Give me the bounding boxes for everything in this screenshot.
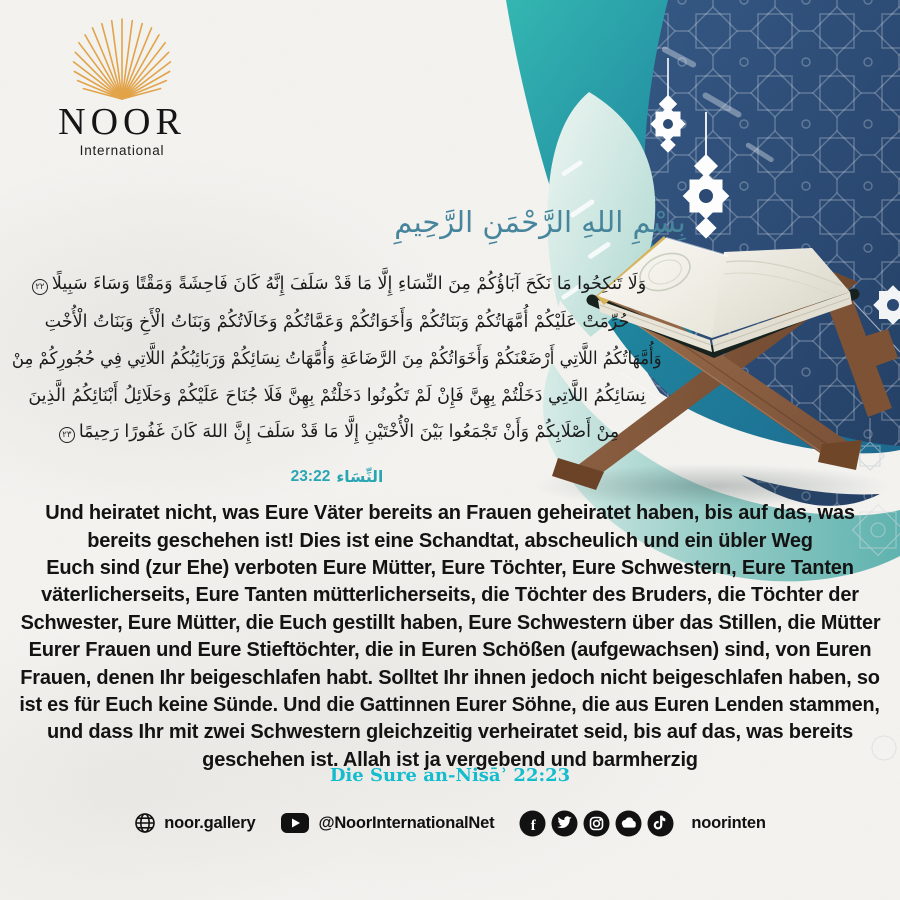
translation-citation: Die Sure an-Nisāʾ 22:23 [329,764,571,786]
quran-verse-block [12,266,662,451]
website-label: noor.gallery [164,813,256,832]
translation-line: und dass Ihr mit zwei Schwestern gleichzeitig verheiratet seid, bis auf das, was bereits [47,721,853,744]
facebook-icon[interactable] [519,810,546,837]
twitter-icon[interactable] [551,810,578,837]
translation-line: väterlicherseits, Eure Tanten mütterlicherseits, die Töchter des Bruders, die Töchter der [41,584,859,607]
translation-line: Und heiratet nicht, was Eure Väter bereits an Frauen geheiratet haben, bis auf das, was [45,502,855,525]
website-link[interactable] [134,812,255,834]
snapchat-icon[interactable] [615,810,642,837]
logo-rays-icon [38,16,206,100]
ayah-marker: ٢٣ [59,427,75,443]
translation-line: ist es für Euch keine Sünde. Und die Gattinnen Eurer Söhne, die aus Euren Lenden stammen, [19,693,881,716]
globe-icon [134,812,156,834]
quran-verse-line: نِسَائِكُمُ اللَّاتِي دَخَلْتُمْ بِهِنَّ فَإِنْ لَمْ تَكُونُوا دَخَلْتُمْ بِهِنَّ فَلَا جُنَاحَ عَلَيْكُمْ وَحَلَائِلُ أَبْنَائِكُمُ الَّذِينَ [28,385,646,406]
svg-text:f: f [531,817,537,834]
translation-line: Euch sind (zur Ehe) verboten Eure Mütter, Eure Töchter, Eure Schwestern, Eure Tanten [46,556,854,579]
tiktok-icon[interactable] [647,810,674,837]
translation-line: Schwester, Eure Mütter, die Euch gestillt haben, Eure Schwestern über das Stillen, die Mütter [20,611,880,634]
brand-tagline: International [79,143,165,158]
verse-reference [12,464,662,490]
translation-line: geschehen ist. Allah ist ja vergebend und barmherzig [202,748,698,771]
quran-verse-line: مِنْ أَصْلَابِكُمْ وَأَنْ تَجْمَعُوا بَيْنَ الْأُخْتَيْنِ إِلَّا مَا قَدْ سَلَفَ إِنَّ اللهَ كَانَ غَفُورًا رَحِيمًا٢٣ [12,414,662,451]
translation-block [20,500,880,774]
footer [0,804,900,842]
translation-line: Frauen, denen Ihr beigeschlafen habt. Solltet Ihr ihnen jedoch nicht beigeschlafen haben, so [20,666,880,689]
social-handle-label[interactable]: noorinten [691,813,766,832]
youtube-icon [280,812,310,834]
ayah-marker: ٢٢ [32,279,48,295]
translation-line: Eurer Frauen und Eure Stieftöchter, die in Euren Schößen (aufgewachsen) sind, von Euren [28,639,872,662]
quran-verse-line: وَلَا تَنكِحُوا مَا نَكَحَ آبَاؤُكُمْ مِنَ النِّسَاءِ إِلَّا مَا قَدْ سَلَفَ إِنَّهُ كَانَ فَاحِشَةً وَمَقْتًا وَسَاءَ سَبِيلًا٢٢ [12,266,662,303]
reference-number: 23:22 [290,468,331,485]
social-icons [519,810,674,837]
instagram-icon[interactable] [583,810,610,837]
brand-name: NOOR [58,101,186,143]
quran-verse-line: حُرِّمَتْ عَلَيْكُمْ أُمَّهَاتُكُمْ وَبَنَاتُكُمْ وَأَخَوَاتُكُمْ وَعَمَّاتُكُمْ وَخَالَاتُكُمْ وَبَنَاتُ الْأَخِ وَبَنَاتُ الْأُخْتِ [44,311,630,332]
translation-line: bereits geschehen ist! Dies ist eine Schandtat, abscheulich und ein übler Weg [87,529,813,552]
logo [38,16,206,158]
reference-surah: النِّسَاء [336,468,384,486]
bismillah-calligraphy: بِسْمِ اللهِ الرَّحْمَنِ الرَّحِيمِ [394,205,686,239]
youtube-label: @NoorInternationalNet [318,813,495,832]
youtube-link[interactable] [280,812,494,834]
quran-verse-line: وَأُمَّهَاتُكُمُ اللَّاتِي أَرْضَعْنَكُمْ وَأَخَوَاتُكُمْ مِنَ الرَّضَاعَةِ وَأُمَّهَاتُ نِسَائِكُمْ وَرَبَائِبُكُمُ اللَّاتِي فِي حُجُورِكُمْ مِنْ [12,348,662,369]
